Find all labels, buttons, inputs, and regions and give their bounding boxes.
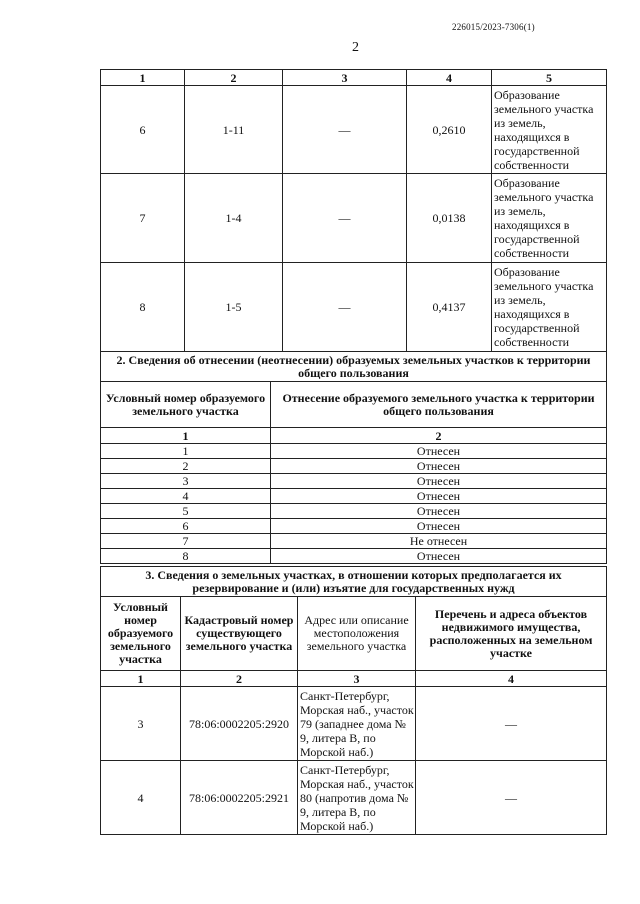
table-row xyxy=(101,534,607,549)
plot-number: 1 xyxy=(101,444,271,459)
table-public-territory xyxy=(100,351,607,564)
plot-number: 6 xyxy=(101,86,185,174)
empty-dash: — xyxy=(283,86,407,174)
cadastral-number: 78:06:0002205:2920 xyxy=(181,687,298,761)
col-header: 5 xyxy=(492,70,607,86)
plot-number: 7 xyxy=(101,174,185,263)
attribution-value: Отнесен xyxy=(271,489,607,504)
table-row xyxy=(101,489,607,504)
table-header-row xyxy=(101,671,607,687)
plot-description: Образование земельного участка из земель, находящихся в государственной собственности xyxy=(492,86,607,174)
attribution-value: Не отнесен xyxy=(271,534,607,549)
table-header-row xyxy=(101,382,607,428)
cadastral-number: 78:06:0002205:2921 xyxy=(181,761,298,835)
attribution-value: Отнесен xyxy=(271,519,607,534)
col-header: 1 xyxy=(101,70,185,86)
attribution-value: Отнесен xyxy=(271,504,607,519)
table-header-row xyxy=(101,428,607,444)
attribution-value: Отнесен xyxy=(271,549,607,564)
table-row xyxy=(101,519,607,534)
attribution-value: Отнесен xyxy=(271,459,607,474)
objects-list: — xyxy=(416,687,607,761)
table-row xyxy=(101,86,607,174)
col-header: 3 xyxy=(283,70,407,86)
plot-description: Образование земельного участка из земель, находящихся в государственной собственности xyxy=(492,263,607,352)
table-row xyxy=(101,687,607,761)
col-header: 1 xyxy=(101,671,181,687)
col-header: 4 xyxy=(407,70,492,86)
table-row xyxy=(101,444,607,459)
col-header: 2 xyxy=(181,671,298,687)
table-header-row xyxy=(101,597,607,671)
table-row xyxy=(101,474,607,489)
plot-area: 0,0138 xyxy=(407,174,492,263)
plot-number: 6 xyxy=(101,519,271,534)
table-reservation xyxy=(100,566,607,835)
col-header: 1 xyxy=(101,428,271,444)
plot-number: 8 xyxy=(101,549,271,564)
plot-area: 0,2610 xyxy=(407,86,492,174)
page-number: 2 xyxy=(352,40,359,55)
plot-description: Образование земельного участка из земель, находящихся в государственной собственности xyxy=(492,174,607,263)
col-header-attribution: Отнесение образуемого земельного участка к территории общего пользования xyxy=(271,382,607,428)
col-header: 2 xyxy=(271,428,607,444)
table-row xyxy=(101,174,607,263)
col-header-cadastral-number: Кадастровый номер существующего земельного участка xyxy=(181,597,298,671)
plot-number: 7 xyxy=(101,534,271,549)
table-row xyxy=(101,263,607,352)
table-land-plots xyxy=(100,69,607,352)
col-header: 2 xyxy=(185,70,283,86)
section-2-title: 2. Сведения об отнесении (неотнесении) образуемых земельных участков к территории общего пользования xyxy=(101,352,607,382)
plot-number: 4 xyxy=(101,761,181,835)
table-row xyxy=(101,504,607,519)
plot-code: 1-11 xyxy=(185,86,283,174)
plot-code: 1-4 xyxy=(185,174,283,263)
attribution-value: Отнесен xyxy=(271,474,607,489)
col-header-objects: Перечень и адреса объектов недвижимого имущества, расположенных на земельном участке xyxy=(416,597,607,671)
plot-area: 0,4137 xyxy=(407,263,492,352)
empty-dash: — xyxy=(283,174,407,263)
col-header-plot-number: Условный номер образуемого земельного участка xyxy=(101,597,181,671)
plot-number: 3 xyxy=(101,474,271,489)
table-row xyxy=(101,459,607,474)
table-header-row xyxy=(101,70,607,86)
col-header: 4 xyxy=(416,671,607,687)
document-number: 226015/2023-7306(1) xyxy=(452,22,535,32)
plot-address: Санкт-Петербург, Морская наб., участок 79 (западнее дома № 9, литера В, по Морской наб.) xyxy=(298,687,416,761)
col-header: 3 xyxy=(298,671,416,687)
table-row xyxy=(101,549,607,564)
plot-number: 8 xyxy=(101,263,185,352)
plot-number: 2 xyxy=(101,459,271,474)
empty-dash: — xyxy=(283,263,407,352)
plot-address: Санкт-Петербург, Морская наб., участок 80 (напротив дома № 9, литера В, по Морской наб.) xyxy=(298,761,416,835)
objects-list: — xyxy=(416,761,607,835)
plot-code: 1-5 xyxy=(185,263,283,352)
plot-number: 5 xyxy=(101,504,271,519)
col-header-plot-number: Условный номер образуемого земельного участка xyxy=(101,382,271,428)
col-header-address: Адрес или описание местоположения земельного участка xyxy=(298,597,416,671)
plot-number: 4 xyxy=(101,489,271,504)
plot-number: 3 xyxy=(101,687,181,761)
section-3-title: 3. Сведения о земельных участках, в отношении которых предполагается их резервирование и (или) изъятие для государственных нужд xyxy=(101,567,607,597)
table-row xyxy=(101,761,607,835)
attribution-value: Отнесен xyxy=(271,444,607,459)
